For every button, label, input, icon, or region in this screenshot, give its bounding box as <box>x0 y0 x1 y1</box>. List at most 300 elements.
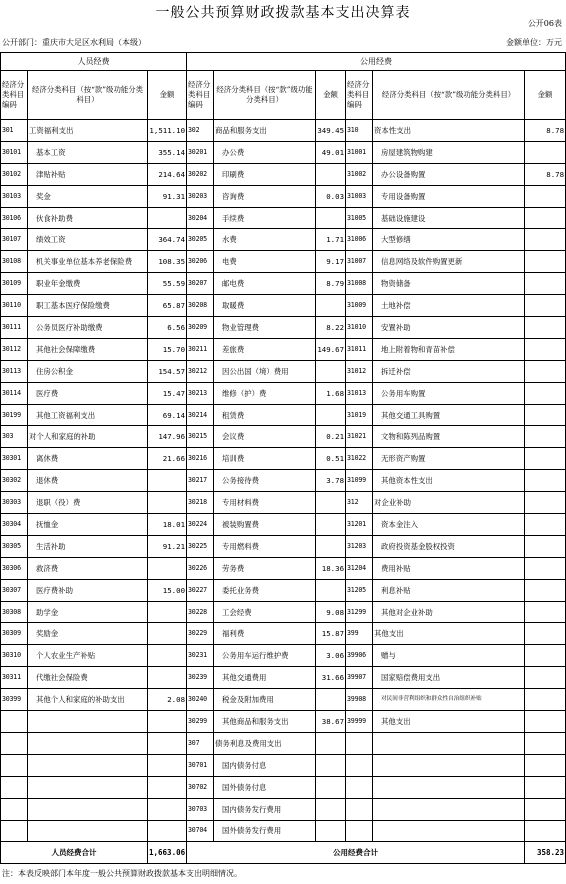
amount-cell: 214.64 <box>148 163 187 185</box>
table-row <box>1 711 566 733</box>
econ-code-cell: 31203 <box>346 535 373 557</box>
footnote: 注：本表反映部门本年度一般公共预算财政拨款基本支出明细情况。 <box>2 869 242 878</box>
table-row <box>1 732 566 754</box>
econ-name-cell: 被装购置费 <box>214 514 316 536</box>
econ-name-cell: 劳务费 <box>214 557 316 579</box>
amount-cell <box>148 470 187 492</box>
econ-code-cell: 30218 <box>187 492 214 514</box>
econ-name-cell: 地上附着物和青苗补偿 <box>373 338 525 360</box>
amount-cell <box>316 732 346 754</box>
amount-cell <box>525 711 566 733</box>
econ-code-cell: 30701 <box>187 754 214 776</box>
econ-code-cell: 31001 <box>346 141 373 163</box>
econ-code-cell: 31022 <box>346 448 373 470</box>
amount-cell <box>316 754 346 776</box>
econ-name-cell: 电费 <box>214 251 316 273</box>
econ-name-cell: 国外债务付息 <box>214 776 316 798</box>
econ-code-cell: 30102 <box>1 163 28 185</box>
econ-code-cell: 30211 <box>187 338 214 360</box>
econ-code-cell <box>1 776 28 798</box>
econ-code-cell: 31099 <box>346 470 373 492</box>
econ-code-cell: 30301 <box>1 448 28 470</box>
econ-code-cell: 30302 <box>1 470 28 492</box>
table-row <box>1 535 566 557</box>
public-total-label: 公用经费合计 <box>187 842 525 864</box>
econ-name-cell: 无形资产购置 <box>373 448 525 470</box>
table-row <box>1 557 566 579</box>
table-row <box>1 798 566 820</box>
econ-name-cell: 住房公积金 <box>28 360 148 382</box>
amount-cell <box>525 689 566 711</box>
amount-cell <box>525 820 566 842</box>
econ-code-cell: 39908 <box>346 689 373 711</box>
econ-code-cell: 30208 <box>187 295 214 317</box>
econ-code-cell: 30212 <box>187 360 214 382</box>
econ-name-cell: 退职（役）费 <box>28 492 148 514</box>
econ-name-cell: 物资储备 <box>373 273 525 295</box>
econ-name-cell <box>28 711 148 733</box>
econ-code-cell: 30229 <box>187 623 214 645</box>
econ-name-cell: 职业年金缴费 <box>28 273 148 295</box>
econ-code-cell: 30703 <box>187 798 214 820</box>
econ-code-cell: 303 <box>1 426 28 448</box>
amount-cell: 0.03 <box>316 185 346 207</box>
table-row <box>1 207 566 229</box>
table-row <box>1 229 566 251</box>
amount-cell <box>525 404 566 426</box>
econ-code-cell: 30299 <box>187 711 214 733</box>
amount-cell: 38.67 <box>316 711 346 733</box>
econ-name-cell: 政府投资基金股权投资 <box>373 535 525 557</box>
econ-name-cell: 救济费 <box>28 557 148 579</box>
table-row <box>1 492 566 514</box>
econ-code-cell: 30108 <box>1 251 28 273</box>
amount-cell: 9.08 <box>316 601 346 623</box>
econ-code-cell: 31201 <box>346 514 373 536</box>
econ-name-cell: 对个人和家庭的补助 <box>28 426 148 448</box>
amount-cell <box>316 535 346 557</box>
amount-cell <box>148 601 187 623</box>
econ-name-cell: 其他对企业补助 <box>373 601 525 623</box>
econ-code-cell: 30199 <box>1 404 28 426</box>
amount-cell <box>148 798 187 820</box>
table-row <box>1 251 566 273</box>
public-total-amount: 358.23 <box>525 842 566 864</box>
amount-cell: 149.67 <box>316 338 346 360</box>
econ-code-cell: 31021 <box>346 426 373 448</box>
econ-name-cell <box>28 732 148 754</box>
econ-code-cell: 30240 <box>187 689 214 711</box>
amount-cell: 15.47 <box>148 382 187 404</box>
amount-cell <box>316 579 346 601</box>
amount-cell <box>525 514 566 536</box>
table-row <box>1 820 566 842</box>
amount-cell <box>316 163 346 185</box>
econ-name-cell: 其他支出 <box>373 623 525 645</box>
table-row <box>1 689 566 711</box>
amount-cell: 3.06 <box>316 645 346 667</box>
econ-name-cell <box>28 776 148 798</box>
amount-cell <box>525 557 566 579</box>
amount-cell: 18.36 <box>316 557 346 579</box>
econ-code-cell: 30207 <box>187 273 214 295</box>
econ-code-cell: 31011 <box>346 338 373 360</box>
econ-code-cell <box>346 798 373 820</box>
amount-cell <box>525 732 566 754</box>
amount-cell: 355.14 <box>148 141 187 163</box>
econ-code-cell: 30111 <box>1 317 28 339</box>
amount-cell <box>316 798 346 820</box>
econ-code-cell: 31002 <box>346 163 373 185</box>
unit-label: 金额单位：万元 <box>506 38 562 47</box>
amount-cell <box>525 579 566 601</box>
econ-code-cell: 30209 <box>187 317 214 339</box>
econ-code-cell: 30215 <box>187 426 214 448</box>
personnel-total-amount: 1,663.06 <box>148 842 187 864</box>
amount-cell <box>525 645 566 667</box>
amount-cell <box>148 820 187 842</box>
amount-header: 金额 <box>316 71 346 120</box>
econ-code-cell: 307 <box>187 732 214 754</box>
econ-name-cell: 奖金 <box>28 185 148 207</box>
econ-code-header: 经济分类科目编码 <box>1 71 28 120</box>
econ-name-cell: 工会经费 <box>214 601 316 623</box>
amount-cell <box>525 776 566 798</box>
amount-cell: 8.22 <box>316 317 346 339</box>
econ-name-cell: 退休费 <box>28 470 148 492</box>
econ-name-cell: 专用设备购置 <box>373 185 525 207</box>
amount-cell: 65.87 <box>148 295 187 317</box>
econ-code-cell: 30304 <box>1 514 28 536</box>
department-label: 公开部门：重庆市大足区水利局（本级） <box>2 38 146 47</box>
econ-name-cell: 奖励金 <box>28 623 148 645</box>
table-row <box>1 185 566 207</box>
amount-cell <box>525 273 566 295</box>
econ-code-cell: 30201 <box>187 141 214 163</box>
amount-cell <box>316 514 346 536</box>
amount-cell <box>316 689 346 711</box>
econ-name-cell: 个人农业生产补贴 <box>28 645 148 667</box>
econ-name-cell <box>28 754 148 776</box>
econ-code-cell: 301 <box>1 120 28 142</box>
personnel-total-label: 人员经费合计 <box>1 842 148 864</box>
econ-code-cell <box>1 711 28 733</box>
amount-cell: 1.71 <box>316 229 346 251</box>
table-row <box>1 338 566 360</box>
econ-code-cell: 30203 <box>187 185 214 207</box>
econ-code-cell: 30704 <box>187 820 214 842</box>
econ-code-cell: 31009 <box>346 295 373 317</box>
table-row <box>1 295 566 317</box>
econ-code-cell: 312 <box>346 492 373 514</box>
table-row <box>1 601 566 623</box>
amount-cell <box>148 711 187 733</box>
amount-cell <box>316 295 346 317</box>
econ-name-cell: 物业管理费 <box>214 317 316 339</box>
econ-name-cell: 商品和服务支出 <box>214 120 316 142</box>
econ-name-header: 经济分类科目（按“款”级功能分类科目） <box>214 71 316 120</box>
econ-name-cell: 公务用车运行维护费 <box>214 645 316 667</box>
econ-code-cell: 30101 <box>1 141 28 163</box>
amount-cell <box>525 338 566 360</box>
report-title: 一般公共预算财政拨款基本支出决算表 <box>155 5 411 21</box>
amount-cell: 55.59 <box>148 273 187 295</box>
econ-name-cell: 其他工资福利支出 <box>28 404 148 426</box>
amount-cell: 15.70 <box>148 338 187 360</box>
header-row-columns <box>1 71 566 120</box>
econ-code-cell: 30306 <box>1 557 28 579</box>
econ-code-cell: 30303 <box>1 492 28 514</box>
econ-name-cell: 其他交通工具购置 <box>373 404 525 426</box>
amount-cell: 8.78 <box>525 120 566 142</box>
econ-name-header: 经济分类科目（按“款”级功能分类科目） <box>28 71 148 120</box>
econ-code-cell: 31299 <box>346 601 373 623</box>
econ-name-cell: 代缴社会保险费 <box>28 667 148 689</box>
amount-cell: 21.66 <box>148 448 187 470</box>
econ-name-cell: 租赁费 <box>214 404 316 426</box>
table-row <box>1 579 566 601</box>
econ-code-cell: 30311 <box>1 667 28 689</box>
econ-code-cell: 399 <box>346 623 373 645</box>
econ-name-cell: 大型修缮 <box>373 229 525 251</box>
amount-cell <box>525 382 566 404</box>
econ-code-cell: 30309 <box>1 623 28 645</box>
table-row <box>1 623 566 645</box>
econ-name-cell: 医疗费 <box>28 382 148 404</box>
amount-cell: 6.56 <box>148 317 187 339</box>
amount-header: 金额 <box>148 71 187 120</box>
econ-code-cell: 30239 <box>187 667 214 689</box>
amount-cell <box>525 251 566 273</box>
econ-code-cell: 31204 <box>346 557 373 579</box>
amount-cell <box>316 360 346 382</box>
amount-cell <box>525 667 566 689</box>
econ-name-cell: 工资福利支出 <box>28 120 148 142</box>
econ-name-cell: 差旅费 <box>214 338 316 360</box>
econ-name-cell: 其他资本性支出 <box>373 470 525 492</box>
econ-code-cell <box>1 732 28 754</box>
amount-cell <box>148 623 187 645</box>
amount-cell <box>525 207 566 229</box>
econ-name-cell <box>373 798 525 820</box>
table-row <box>1 317 566 339</box>
econ-code-header: 经济分类科目编码 <box>187 71 214 120</box>
amount-cell: 3.78 <box>316 470 346 492</box>
amount-cell: 0.51 <box>316 448 346 470</box>
econ-name-cell: 水费 <box>214 229 316 251</box>
econ-name-cell: 国内债务发行费用 <box>214 798 316 820</box>
econ-code-cell: 31005 <box>346 207 373 229</box>
amount-cell: 154.57 <box>148 360 187 382</box>
amount-cell <box>148 776 187 798</box>
econ-name-cell: 因公出国（境）费用 <box>214 360 316 382</box>
econ-name-cell: 资本金注入 <box>373 514 525 536</box>
econ-code-cell: 31007 <box>346 251 373 273</box>
econ-name-cell: 公务员医疗补助缴费 <box>28 317 148 339</box>
econ-name-cell: 费用补贴 <box>373 557 525 579</box>
amount-cell <box>316 207 346 229</box>
totals-row <box>1 842 566 864</box>
econ-name-cell: 基本工资 <box>28 141 148 163</box>
econ-name-cell: 专用燃料费 <box>214 535 316 557</box>
econ-code-cell: 30216 <box>187 448 214 470</box>
amount-cell: 1,511.10 <box>148 120 187 142</box>
econ-code-cell: 30702 <box>187 776 214 798</box>
table-row <box>1 645 566 667</box>
econ-name-cell: 安置补助 <box>373 317 525 339</box>
econ-code-cell: 30202 <box>187 163 214 185</box>
econ-name-cell: 其他个人和家庭的补助支出 <box>28 689 148 711</box>
econ-name-cell: 公务接待费 <box>214 470 316 492</box>
econ-name-cell: 资本性支出 <box>373 120 525 142</box>
amount-cell: 31.66 <box>316 667 346 689</box>
table-row <box>1 273 566 295</box>
amount-cell <box>525 185 566 207</box>
econ-code-cell: 30213 <box>187 382 214 404</box>
econ-name-cell: 职工基本医疗保险缴费 <box>28 295 148 317</box>
econ-name-cell: 助学金 <box>28 601 148 623</box>
econ-code-cell: 30310 <box>1 645 28 667</box>
econ-name-cell: 其他商品和服务支出 <box>214 711 316 733</box>
expenditure-table <box>0 52 566 864</box>
econ-code-cell: 30227 <box>187 579 214 601</box>
econ-name-cell: 税金及附加费用 <box>214 689 316 711</box>
table-row <box>1 448 566 470</box>
econ-name-cell <box>373 732 525 754</box>
personnel-header: 人员经费 <box>1 53 187 71</box>
econ-name-cell <box>373 776 525 798</box>
public-header: 公用经费 <box>187 53 566 71</box>
econ-name-cell: 邮电费 <box>214 273 316 295</box>
amount-cell <box>148 492 187 514</box>
amount-cell <box>525 141 566 163</box>
amount-cell <box>525 535 566 557</box>
econ-name-cell: 会议费 <box>214 426 316 448</box>
amount-cell <box>316 820 346 842</box>
amount-cell <box>148 207 187 229</box>
table-row <box>1 120 566 142</box>
econ-code-cell: 310 <box>346 120 373 142</box>
econ-code-cell: 30110 <box>1 295 28 317</box>
econ-code-cell: 30308 <box>1 601 28 623</box>
econ-code-cell: 31019 <box>346 404 373 426</box>
table-row <box>1 141 566 163</box>
econ-code-cell: 31012 <box>346 360 373 382</box>
econ-name-cell: 房屋建筑物购建 <box>373 141 525 163</box>
table-code: 公开06表 <box>527 19 562 28</box>
econ-name-cell: 福利费 <box>214 623 316 645</box>
econ-name-cell: 伙食补助费 <box>28 207 148 229</box>
econ-name-cell: 培训费 <box>214 448 316 470</box>
econ-code-cell: 31013 <box>346 382 373 404</box>
econ-name-cell: 对企业补助 <box>373 492 525 514</box>
amount-cell: 8.79 <box>316 273 346 295</box>
amount-cell <box>525 798 566 820</box>
econ-name-cell: 文物和陈列品购置 <box>373 426 525 448</box>
econ-name-cell: 咨询费 <box>214 185 316 207</box>
amount-cell: 9.17 <box>316 251 346 273</box>
amount-cell: 147.96 <box>148 426 187 448</box>
econ-name-cell: 医疗费补助 <box>28 579 148 601</box>
amount-cell <box>148 754 187 776</box>
econ-code-cell: 30214 <box>187 404 214 426</box>
econ-code-cell <box>346 820 373 842</box>
econ-code-cell: 302 <box>187 120 214 142</box>
amount-cell <box>525 317 566 339</box>
amount-cell <box>525 426 566 448</box>
amount-cell <box>525 360 566 382</box>
amount-cell <box>148 645 187 667</box>
econ-code-cell <box>346 754 373 776</box>
econ-code-header: 经济分类科目编码 <box>346 71 373 120</box>
amount-cell <box>148 667 187 689</box>
econ-name-cell: 专用材料费 <box>214 492 316 514</box>
econ-name-cell: 离休费 <box>28 448 148 470</box>
econ-name-cell <box>373 754 525 776</box>
table-row <box>1 470 566 492</box>
econ-name-cell: 国家赔偿费用支出 <box>373 667 525 689</box>
econ-code-cell: 31006 <box>346 229 373 251</box>
econ-code-cell: 30113 <box>1 360 28 382</box>
amount-cell <box>525 448 566 470</box>
amount-header: 金额 <box>525 71 566 120</box>
econ-code-cell: 31003 <box>346 185 373 207</box>
econ-code-cell: 39999 <box>346 711 373 733</box>
econ-name-cell: 国内债务付息 <box>214 754 316 776</box>
econ-name-cell: 绩效工资 <box>28 229 148 251</box>
econ-name-cell: 办公设备购置 <box>373 163 525 185</box>
econ-code-cell: 30106 <box>1 207 28 229</box>
amount-cell: 108.35 <box>148 251 187 273</box>
econ-code-cell: 30224 <box>187 514 214 536</box>
table-row <box>1 163 566 185</box>
econ-code-cell <box>1 798 28 820</box>
amount-cell <box>525 601 566 623</box>
amount-cell <box>316 776 346 798</box>
econ-code-cell <box>346 732 373 754</box>
econ-name-cell: 委托业务费 <box>214 579 316 601</box>
econ-code-cell <box>1 820 28 842</box>
econ-name-cell: 土地补偿 <box>373 295 525 317</box>
amount-cell: 15.00 <box>148 579 187 601</box>
table-row <box>1 667 566 689</box>
econ-code-cell: 30226 <box>187 557 214 579</box>
econ-code-cell <box>346 776 373 798</box>
table-row <box>1 776 566 798</box>
econ-name-cell: 其他支出 <box>373 711 525 733</box>
econ-name-cell: 利息补贴 <box>373 579 525 601</box>
econ-name-cell: 其他交通费用 <box>214 667 316 689</box>
amount-cell <box>525 295 566 317</box>
econ-name-cell: 机关事业单位基本养老保险费 <box>28 251 148 273</box>
econ-name-cell: 公务用车购置 <box>373 382 525 404</box>
amount-cell: 364.74 <box>148 229 187 251</box>
econ-name-cell: 信息网络及软件购置更新 <box>373 251 525 273</box>
econ-name-cell: 赠与 <box>373 645 525 667</box>
econ-code-cell: 30103 <box>1 185 28 207</box>
econ-name-cell: 拆迁补偿 <box>373 360 525 382</box>
amount-cell: 0.21 <box>316 426 346 448</box>
econ-name-header: 经济分类科目（按“款”级功能分类科目） <box>373 71 525 120</box>
econ-code-cell: 39907 <box>346 667 373 689</box>
amount-cell <box>525 470 566 492</box>
header-row-group <box>1 53 566 71</box>
econ-code-cell: 30228 <box>187 601 214 623</box>
econ-code-cell: 39906 <box>346 645 373 667</box>
econ-code-cell: 30231 <box>187 645 214 667</box>
econ-name-cell: 债务利息及费用支出 <box>214 732 316 754</box>
amount-cell <box>316 404 346 426</box>
